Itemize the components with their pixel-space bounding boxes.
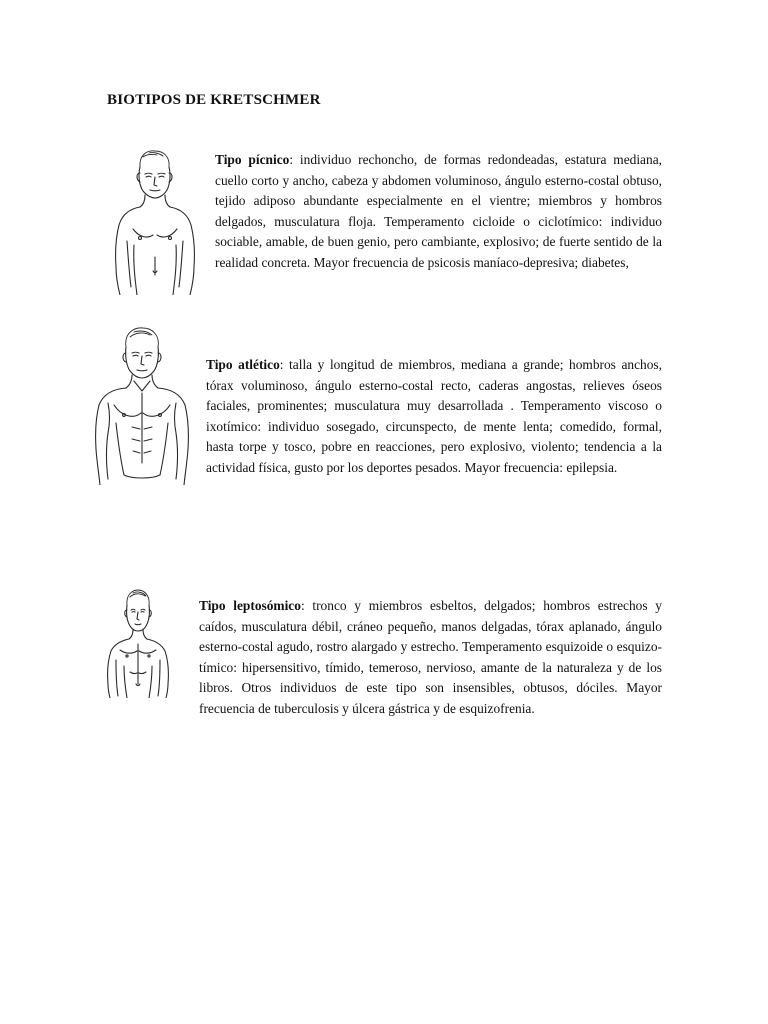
leptosomic-type-description: [199, 596, 662, 719]
athletic-type-description: [206, 355, 662, 478]
athletic-type-name: Tipo atlético: [206, 357, 280, 372]
pyknic-type-description: [215, 150, 662, 273]
leptosomic-body-illustration: [100, 588, 175, 698]
page-title: BIOTIPOS DE KRETSCHMER: [107, 92, 321, 108]
athletic-body-illustration: [90, 323, 194, 485]
leptosomic-type-text: : tronco y miembros esbeltos, delgados; hombros estrechos y caídos, musculatura débil, cráneo pequeño, manos delgadas, tórax aplanado, ángulo esterno-costal agudo, rostro alargado y estrecho. Temperamento esquizoide o esquizo-tímico: hipersensitivo, tímido, temeroso, nervioso, amante de la naturaleza y de los libros. Otros individuos de este tipo son insensibles, obtusos, dóciles. Mayor frecuencia de tuberculosis y úlcera gástrica y de esquizofrenia.: [199, 598, 662, 716]
pyknic-type-text: : individuo rechoncho, de formas redondeadas, estatura mediana, cuello corto y ancho, cabeza y abdomen voluminoso, ángulo esterno-costal obtuso, tejido adiposo abundante especialmente en el vientre; miembros y hombros delgados, musculatura floja. Temperamento cicloide o ciclotímico: individuo sociable, amable, de buen genio, pero cambiante, explosivo; de fuerte sentido de la realidad concreta. Mayor frecuencia de psicosis maníaco-depresiva; diabetes,: [215, 152, 662, 270]
leptosomic-type-name: Tipo leptosómico: [199, 598, 301, 613]
pyknic-body-illustration: [107, 145, 204, 295]
athletic-type-text: : talla y longitud de miembros, mediana a grande; hombros anchos, tórax voluminoso, ángulo esterno-costal recto, caderas angostas, relieves óseos faciales, prominentes; musculatura muy desarrollada . Temperamento viscoso o ixotímico: individuo sosegado, circunspecto, de mente lenta; comedido, formal, hasta torpe y tosco, pobre en reacciones, pero explosivo, violento; tendencia a la actividad física, gusto por los deportes pesados. Mayor frecuencia: epilepsia.: [206, 357, 662, 475]
pyknic-type-name: Tipo pícnico: [215, 152, 290, 167]
